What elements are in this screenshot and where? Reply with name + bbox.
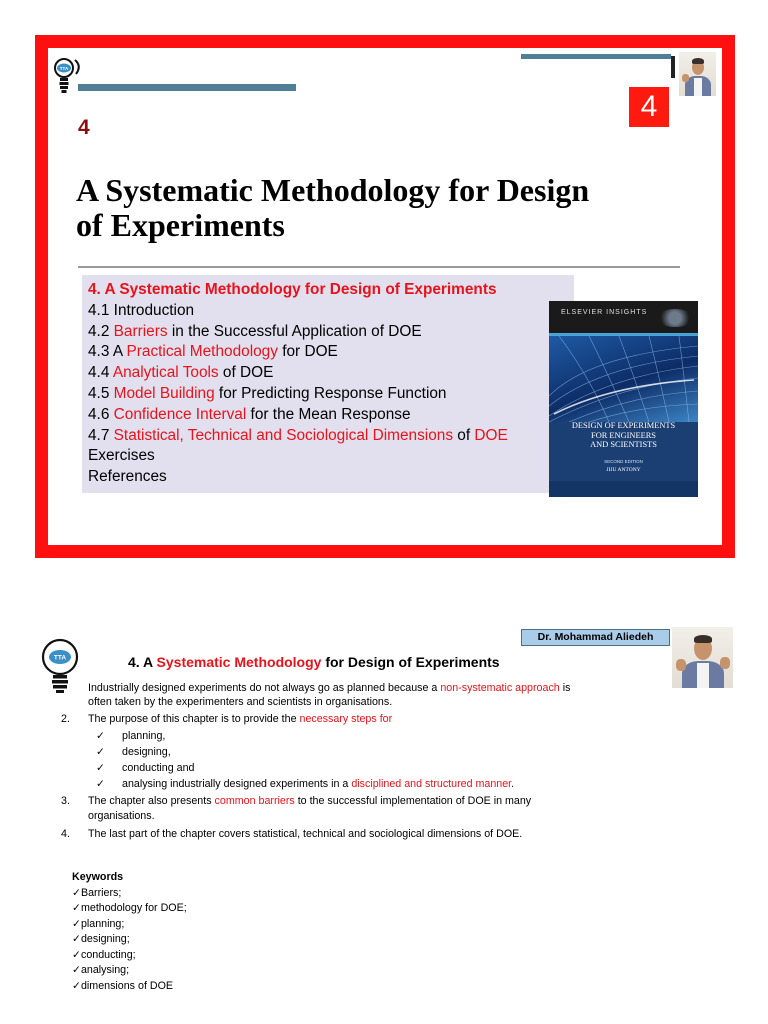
item-2-number: 2.: [61, 713, 70, 725]
title-divider: [78, 266, 680, 268]
toc-item-segment: of: [453, 426, 475, 444]
book-title-line: DESIGN OF EXPERIMENTS: [571, 421, 676, 430]
check-icon: ✓: [96, 762, 105, 774]
toc-item-segment: 4.7: [88, 426, 114, 444]
toc-item-segment: of DOE: [218, 364, 274, 382]
keyword-text: methodology for DOE;: [80, 902, 187, 914]
item-2-segment: The purpose of this chapter is to provide the: [88, 713, 300, 725]
check-icon: ✓: [72, 917, 81, 930]
item-3-text: [88, 795, 531, 808]
sub-item: [122, 778, 514, 791]
check-icon: ✓: [96, 778, 105, 790]
check-icon: ✓: [72, 933, 81, 945]
keyword-item: [72, 932, 187, 948]
toc-item: [88, 363, 574, 384]
title-accent-bar: [78, 84, 296, 91]
item-3-segment: common barriers: [214, 795, 295, 807]
book-eye-image: [657, 309, 693, 327]
check-icon: ✓: [96, 746, 105, 758]
slide-1: [48, 48, 722, 545]
toc-item: [88, 384, 574, 405]
check-icon: ✓: [96, 730, 105, 742]
toc-item-segment: in the Successful Application of DOE: [167, 322, 422, 340]
keyword-item: [72, 963, 187, 979]
chapter-badge: 4: [629, 87, 669, 127]
slide-2-title-segment: for Design of Experiments: [321, 654, 500, 670]
toc-item-segment: Model Building: [113, 384, 215, 402]
logo-text: TTA: [59, 66, 69, 71]
item-2-segment: necessary steps for: [299, 713, 393, 725]
sub-item-segment: analysing industrially designed experiments in a: [122, 778, 352, 790]
presenter-photo: [679, 52, 716, 96]
paragraph-1-segment: Industrially designed experiments do not always go as planned because a: [88, 682, 441, 694]
presenter-photo-2: [672, 627, 733, 688]
presenter-name-banner: Dr. Mohammad Aliedeh: [521, 629, 670, 646]
sub-item-segment: .: [511, 778, 515, 790]
sub-item: [122, 746, 171, 759]
toc-item: [88, 446, 574, 467]
toc-item-segment: Statistical, Technical and Sociological Dimensions: [113, 426, 454, 444]
keyword-text: analysing;: [80, 964, 130, 976]
sub-item-segment: designing,: [122, 746, 171, 758]
toc-item: [88, 405, 574, 426]
paragraph-1-line-1: [88, 682, 570, 695]
toc-item-segment: Confidence Interval: [113, 405, 247, 423]
item-4-number: 4.: [61, 828, 70, 840]
toc-item-segment: for DOE: [277, 343, 338, 361]
book-title: [553, 421, 694, 450]
check-icon: ✓: [72, 902, 81, 914]
table-of-contents: [82, 275, 574, 493]
toc-item: [88, 342, 574, 363]
keyword-item: [72, 901, 187, 917]
keyword-text: Barriers;: [80, 886, 122, 899]
book-publisher: ELSEVIER INSIGHTS: [561, 309, 648, 316]
item-4-text: The last part of the chapter covers statistical, technical and sociological dimensions of DOE.: [88, 828, 523, 840]
item-2-text: [88, 713, 392, 726]
keywords-title: Keywords: [72, 871, 124, 883]
check-icon: ✓: [72, 948, 81, 961]
sub-item: [122, 762, 195, 775]
keyword-item: [72, 917, 187, 933]
check-icon: ✓: [72, 964, 81, 976]
item-3-segment: The chapter also presents: [88, 795, 215, 807]
book-title-line: AND SCIENTISTS: [590, 440, 657, 449]
slide-2-title-segment: 4. A: [128, 654, 157, 670]
check-icon: ✓: [72, 886, 81, 899]
book-author: JIJU ANTONY: [606, 467, 641, 473]
lightbulb-logo-icon: [51, 56, 85, 102]
toc-item-segment: 4.6: [88, 405, 114, 423]
slide-2-title-segment: Systematic Methodology: [156, 654, 322, 670]
paragraph-1-segment: non-systematic approach: [440, 682, 560, 694]
keywords-section: [72, 870, 187, 994]
toc-item-segment: 4.1 Introduction: [88, 301, 195, 319]
keyword-item: [72, 886, 187, 902]
item-3-segment: to the successful implementation of DOE in many: [294, 795, 532, 807]
logo-text-2: TTA: [53, 654, 67, 662]
sub-item: [122, 730, 165, 743]
slide-title-line-2: of Experiments: [76, 207, 285, 243]
book-cover: [549, 301, 698, 497]
toc-item-segment: References: [88, 468, 167, 486]
chapter-number: 4: [78, 116, 90, 139]
item-3-number: 3.: [61, 795, 70, 807]
slide-title: [76, 173, 716, 243]
toc-item-segment: Exercises: [88, 447, 155, 465]
toc-item: [88, 322, 574, 343]
toc-item-segment: Analytical Tools: [112, 364, 219, 382]
toc-item-segment: 4.5: [88, 384, 114, 402]
toc-item-segment: 4.3 A: [88, 343, 127, 361]
header-tick: [671, 56, 675, 78]
lightbulb-logo-icon-2: [40, 636, 80, 694]
book-title-line: FOR ENGINEERS: [591, 430, 656, 440]
toc-item-segment: DOE: [474, 426, 508, 444]
item-3-line-2: organisations.: [88, 810, 155, 822]
check-icon: ✓: [72, 979, 81, 992]
paragraph-1-line-2: often taken by the experimenters and scientists in organisations.: [88, 696, 393, 708]
toc-item: [88, 301, 574, 322]
keyword-item: [72, 948, 187, 964]
toc-item-segment: for the Mean Response: [246, 405, 411, 423]
toc-item: [88, 426, 574, 447]
slide-1-frame: [35, 35, 735, 558]
keyword-text: planning;: [80, 917, 125, 930]
book-edition: SECOND EDITION: [604, 459, 643, 464]
toc-item-segment: Practical Methodology: [126, 343, 278, 361]
keyword-text: conducting;: [80, 948, 136, 961]
keywords-list: [72, 886, 187, 995]
toc-item: [88, 467, 574, 488]
book-cover-footer: [549, 481, 698, 497]
toc-item-segment: 4.4: [88, 364, 113, 382]
keyword-text: dimensions of DOE: [80, 979, 174, 992]
keyword-text: designing;: [80, 933, 130, 945]
header-accent-bar: [521, 54, 671, 59]
book-cover-art: [549, 336, 698, 422]
keyword-item: [72, 979, 187, 995]
toc-item-segment: for Predicting Response Function: [214, 384, 447, 402]
toc-item-segment: 4. A Systematic Methodology for Design of Experiments: [88, 281, 497, 298]
sub-item-segment: conducting and: [122, 762, 195, 774]
paragraph-1-segment: is: [559, 682, 571, 694]
toc-item-segment: 4.2: [88, 322, 114, 340]
slide-title-line-1: A Systematic Methodology for Design: [76, 172, 590, 208]
toc-item-segment: Barriers: [113, 322, 168, 340]
toc-item: [88, 280, 574, 301]
sub-item-segment: planning,: [122, 730, 166, 742]
sub-item-segment: disciplined and structured manner: [351, 778, 512, 790]
slide-2-title: [128, 654, 500, 670]
